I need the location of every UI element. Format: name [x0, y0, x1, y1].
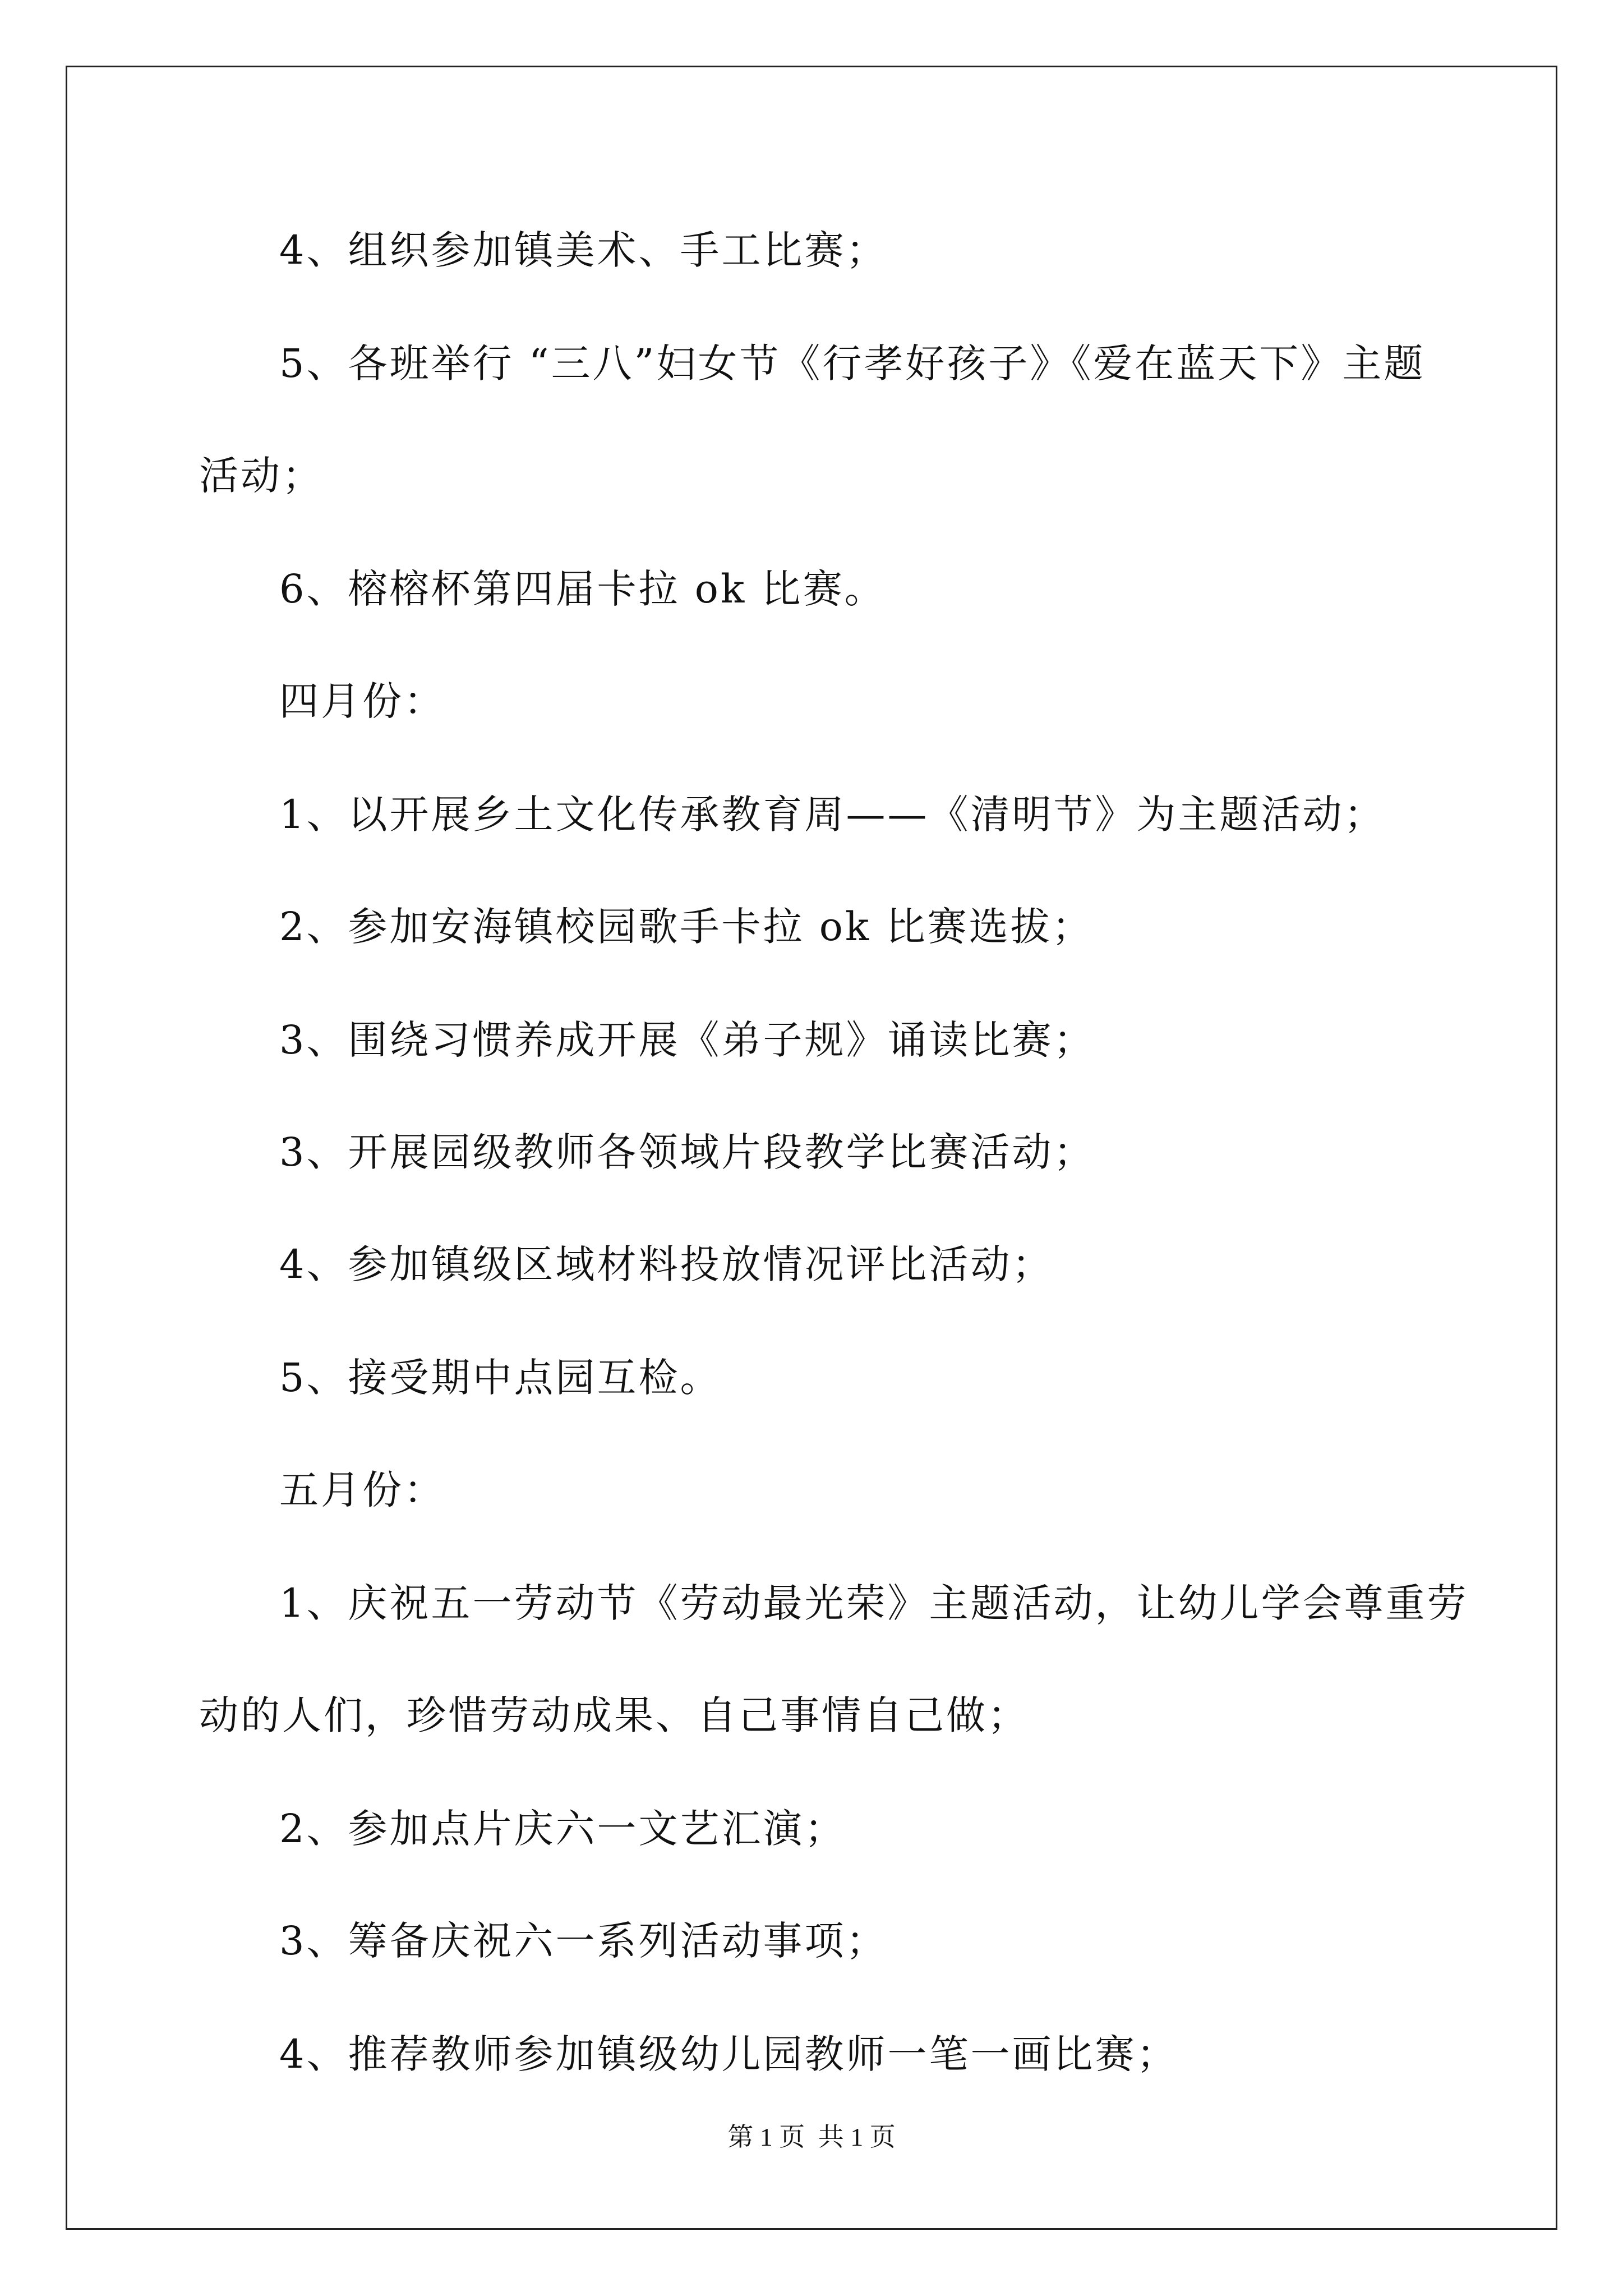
paragraph: 4、参加镇级区域材料投放情况评比活动； — [279, 1241, 1054, 1287]
page-footer — [0, 2120, 1623, 2154]
section-heading-may: 五月份： — [279, 1467, 445, 1513]
paragraph: 1、以开展乡土文化传承教育周——《清明节》为主题活动； — [279, 792, 1386, 838]
paragraph: 3、筹备庆祝六一系列活动事项； — [279, 1918, 888, 1964]
page-number: 第 1 页 — [727, 2123, 805, 2151]
page-total: 共 1 页 — [818, 2123, 896, 2151]
paragraph-continuation: 活动； — [199, 453, 324, 499]
paragraph: 3、围绕习惯养成开展《弟子规》诵读比赛； — [279, 1017, 1095, 1063]
paragraph: 6、榕榕杯第四届卡拉 ok 比赛。 — [279, 566, 886, 612]
paragraph: 2、参加点片庆六一文艺汇演； — [279, 1806, 846, 1852]
paragraph: 2、参加安海镇校园歌手卡拉 ok 比赛选拔； — [279, 904, 1094, 950]
paragraph-continuation: 动的人们，珍惜劳动成果、自己事情自己做； — [199, 1692, 1029, 1738]
paragraph: 4、组织参加镇美术、手工比赛； — [279, 227, 888, 273]
paragraph: 4、推荐教师参加镇级幼儿园教师一笔一画比赛； — [279, 2031, 1178, 2077]
paragraph: 3、开展园级教师各领域片段教学比赛活动； — [279, 1129, 1095, 1175]
paragraph: 1、庆祝五一劳动节《劳动最光荣》主题活动，让幼儿学会尊重劳 — [279, 1580, 1469, 1626]
paragraph: 5、接受期中点园互检。 — [279, 1355, 722, 1401]
section-heading-april: 四月份： — [279, 678, 445, 724]
paragraph: 5、各班举行 “三八”妇女节《行孝好孩子》《爱在蓝天下》主题 — [279, 341, 1426, 386]
